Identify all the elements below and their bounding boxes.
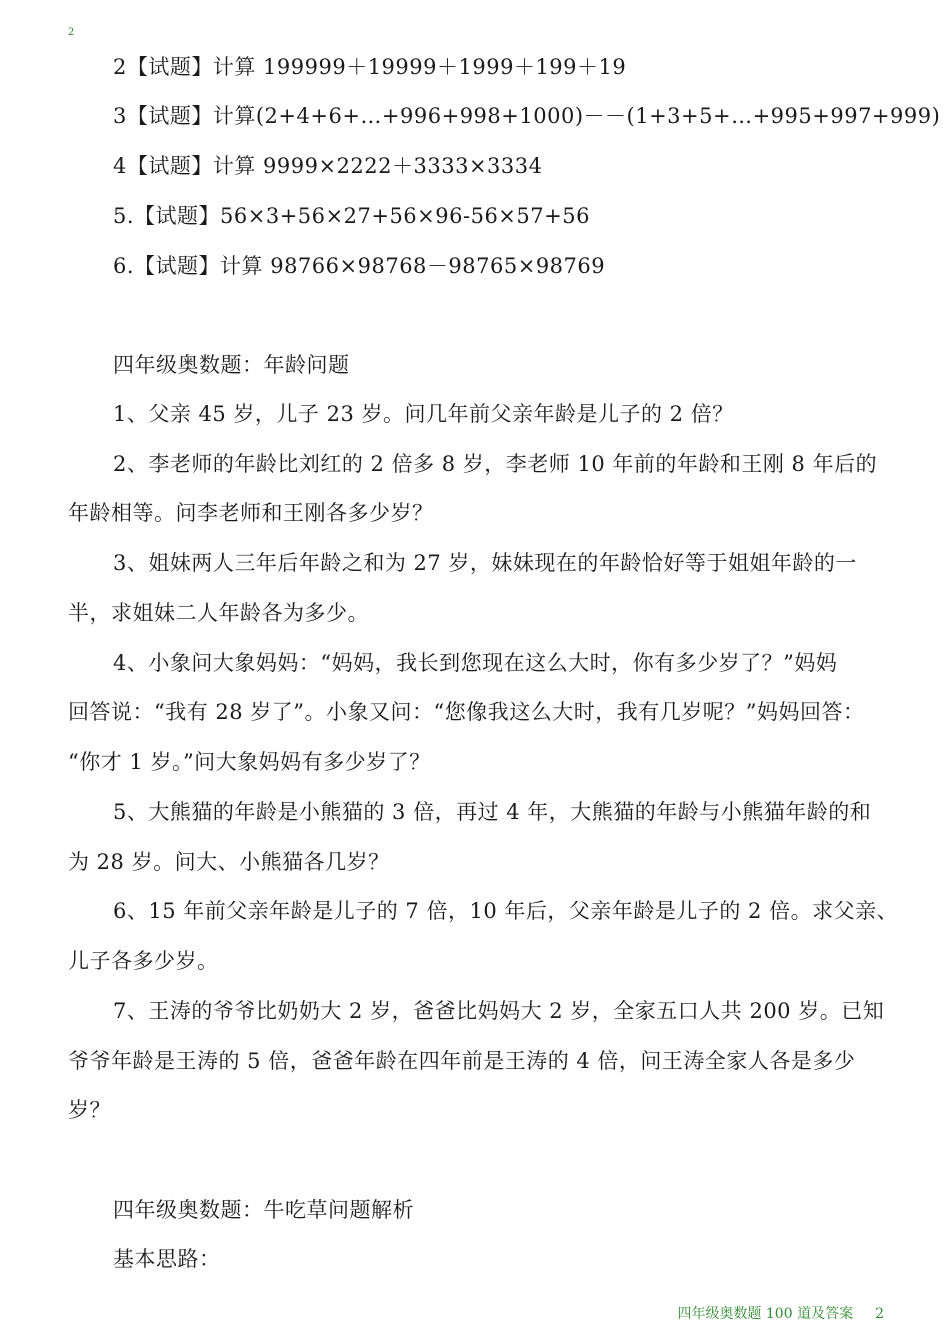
- age-problem-7-line2: 爷爷年龄是王涛的 5 倍，爸爸年龄在四年前是王涛的 4 倍，问王涛全家人各是多少: [68, 1049, 856, 1073]
- calc-problem-3: 3【试题】计算(2+4+6+…+996+998+1000)－－(1+3+5+…+995+997+999): [113, 104, 941, 128]
- age-problem-4-line3: “你才 1 岁。”问大象妈妈有多少岁了？: [68, 750, 431, 774]
- section-heading-cow-grass: 四年级奥数题：牛吃草问题解析: [113, 1198, 414, 1222]
- calc-problem-2: 2【试题】计算 199999＋19999＋1999＋199＋19: [113, 55, 627, 79]
- calc-problem-4: 4【试题】计算 9999×2222＋3333×3334: [113, 154, 543, 178]
- age-problem-4-line2: 回答说：“我有 28 岁了”。小象又问：“您像我这么大时，我有几岁呢？”妈妈回答：: [68, 700, 865, 724]
- age-problem-3-line1: 3、姐妹两人三年后年龄之和为 27 岁，妹妹现在的年龄恰好等于姐姐年龄的一: [113, 551, 857, 575]
- calc-problem-5: 5.【试题】56×3+56×27+56×96-56×57+56: [113, 204, 590, 228]
- age-problem-1: 1、父亲 45 岁，儿子 23 岁。问几年前父亲年龄是儿子的 2 倍？: [113, 402, 734, 426]
- footer-page-number: 2: [875, 1306, 884, 1322]
- age-problem-5-line2: 为 28 岁。问大、小熊猫各几岁？: [68, 850, 390, 874]
- top-page-number: 2: [68, 24, 74, 38]
- age-problem-2-line2: 年龄相等。问李老师和王刚各多少岁？: [68, 501, 434, 525]
- section-heading-age: 四年级奥数题：年龄问题: [113, 353, 350, 377]
- age-problem-2-line1: 2、李老师的年龄比刘红的 2 倍多 8 岁，李老师 10 年前的年龄和王刚 8 年后的: [113, 452, 878, 476]
- calc-problem-6: 6.【试题】计算 98766×98768－98765×98769: [113, 254, 606, 278]
- age-problem-4-line1: 4、小象问大象妈妈：“妈妈，我长到您现在这么大时，你有多少岁了？”妈妈: [113, 651, 838, 675]
- age-problem-3-line2: 半，求姐妹二人年龄各为多少。: [68, 601, 369, 625]
- age-problem-7-line3: 岁？: [68, 1098, 111, 1122]
- age-problem-6-line1: 6、15 年前父亲年龄是儿子的 7 倍，10 年后，父亲年龄是儿子的 2 倍。求父亲、: [113, 899, 899, 923]
- age-problem-6-line2: 儿子各多少岁。: [68, 949, 219, 973]
- age-problem-5-line1: 5、大熊猫的年龄是小熊猫的 3 倍，再过 4 年，大熊猫的年龄与小熊猫年龄的和: [113, 800, 872, 824]
- age-problem-7-line1: 7、王涛的爷爷比奶奶大 2 岁，爸爸比妈妈大 2 岁，全家五口人共 200 岁。已知: [113, 999, 885, 1023]
- section-subheading: 基本思路：: [113, 1247, 221, 1271]
- page-footer: [677, 1303, 884, 1323]
- footer-title: 四年级奥数题 100 道及答案: [677, 1306, 854, 1322]
